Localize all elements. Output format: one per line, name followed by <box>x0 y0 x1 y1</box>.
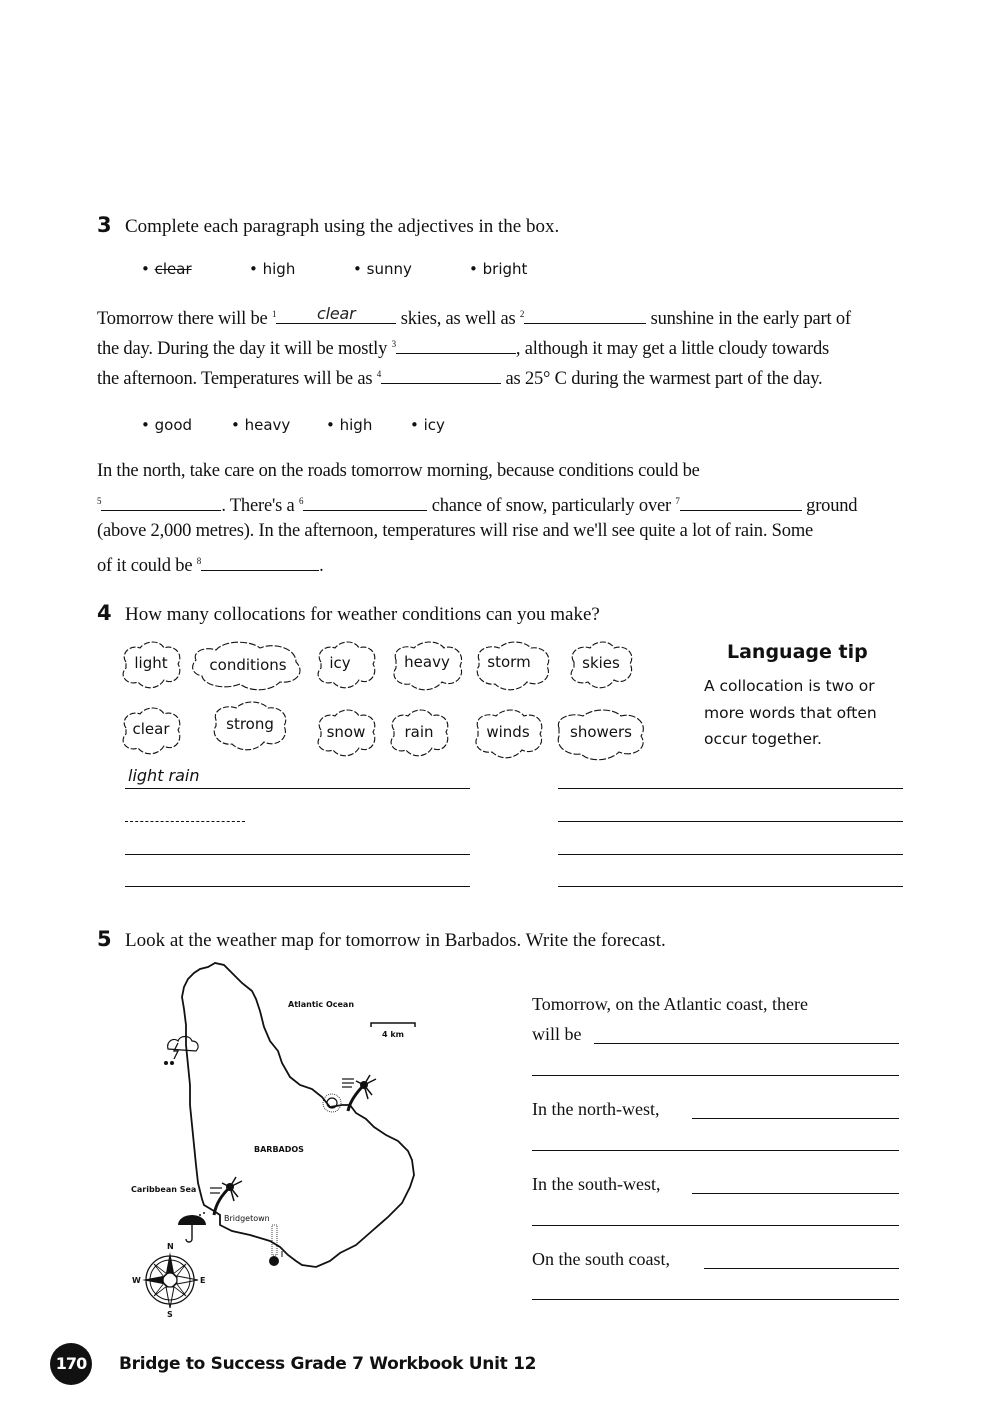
text: chance of snow, particularly over <box>427 496 676 516</box>
word-icy: icy <box>423 416 445 434</box>
cloud-label: showers <box>570 723 632 741</box>
text: as 25° C during the warmest part of the day. <box>501 369 823 389</box>
word-cloud-snow[interactable] <box>313 708 379 758</box>
word-item: • clear <box>141 260 192 278</box>
collocation-example-answer: light rain <box>128 766 200 785</box>
page-number-badge: 170 <box>50 1343 92 1385</box>
answer-line-5[interactable] <box>125 854 470 855</box>
word-item: • sunny <box>353 260 412 278</box>
forecast-north-west-line-1[interactable] <box>692 1118 899 1119</box>
word-cloud-winds[interactable] <box>470 708 546 760</box>
answer-line-6[interactable] <box>558 854 903 855</box>
word-cloud-storm[interactable] <box>473 640 553 692</box>
gap-number: 3 <box>391 339 396 349</box>
map-label-island: BARBADOS <box>254 1145 304 1154</box>
forecast-atlantic-line-1[interactable] <box>594 1043 899 1044</box>
map-label-bridgetown: Bridgetown <box>224 1214 270 1223</box>
prompt-atlantic-line1: Tomorrow, on the Atlantic coast, there <box>532 994 808 1014</box>
map-label-caribbean: Caribbean Sea <box>131 1185 197 1194</box>
word-high: high <box>262 260 296 278</box>
tip-line: more words that often <box>704 703 877 722</box>
answer-line-4[interactable] <box>558 821 903 822</box>
word-cloud-skies[interactable] <box>566 640 636 690</box>
forecast-north-west-line-2[interactable] <box>532 1150 899 1151</box>
forecast-atlantic-line-2[interactable] <box>532 1075 899 1076</box>
text: sunshine in the early part of <box>646 309 851 329</box>
gap-number: 6 <box>298 496 304 506</box>
cloud-label: skies <box>582 654 620 672</box>
text: . <box>319 556 324 576</box>
word-box-2 <box>0 416 992 436</box>
word-cloud-clear[interactable] <box>118 706 184 756</box>
word-sunny: sunny <box>366 260 412 278</box>
gap-1-input[interactable] <box>276 304 396 324</box>
word-item: • high <box>326 416 373 434</box>
answer-line-1[interactable] <box>125 788 470 789</box>
word-item: • heavy <box>231 416 291 434</box>
gap-6-input[interactable] <box>303 494 427 511</box>
forecast-south-coast-line-1[interactable] <box>704 1268 899 1269</box>
word-bright: bright <box>482 260 528 278</box>
paragraph-1 <box>97 299 947 391</box>
text: the day. During the day it will be mostly <box>97 339 392 359</box>
cloud-label: heavy <box>404 653 450 671</box>
tip-line: occur together. <box>704 730 822 748</box>
island-outline-icon <box>120 955 430 1325</box>
prompt-atlantic-line2: will be <box>532 1024 582 1044</box>
tip-line: A collocation is two or <box>704 677 875 695</box>
text: of it could be <box>97 556 197 576</box>
gap-5-input[interactable] <box>101 494 221 511</box>
exercise-4-title: How many collocations for weather conditions can you make? <box>125 604 600 625</box>
gap-number: 8 <box>196 556 202 566</box>
cloud-label: snow <box>326 723 366 741</box>
gap-number: 2 <box>519 309 525 319</box>
text: . There's a <box>221 496 299 516</box>
map-scale-label: 4 km <box>382 1030 405 1039</box>
exercise-3-number: 3 <box>97 213 112 237</box>
text: ground <box>801 496 858 516</box>
text: Tomorrow there will be <box>97 309 272 329</box>
prompt-south-west: In the south-west, <box>532 1174 661 1194</box>
language-tip-title: Language tip <box>727 641 868 663</box>
exercise-5-number: 5 <box>97 927 112 951</box>
cloud-label: light <box>134 654 168 672</box>
gap-number: 7 <box>675 496 680 506</box>
cloud-label: winds <box>486 723 530 741</box>
cloud-label: clear <box>132 720 170 738</box>
word-good: good <box>154 416 193 434</box>
cloud-label: rain <box>404 723 434 741</box>
word-item: • high <box>249 260 296 278</box>
footer-book-title: Bridge to Success Grade 7 Workbook Unit 12 <box>119 1354 537 1374</box>
word-item: • icy <box>410 416 445 434</box>
forecast-south-west-line-2[interactable] <box>532 1225 899 1226</box>
answer-line-7[interactable] <box>125 886 470 887</box>
compass-e: E <box>200 1276 206 1285</box>
cloud-label: storm <box>487 653 531 671</box>
forecast-south-west-line-1[interactable] <box>692 1193 899 1194</box>
gap-4-input[interactable] <box>381 367 501 384</box>
prompt-north-west: In the north-west, <box>532 1099 660 1119</box>
word-box-1 <box>0 260 992 280</box>
language-tip-body <box>704 673 877 753</box>
cloud-label: strong <box>226 715 274 733</box>
exercise-3-title: Complete each paragraph using the adjectives in the box. <box>125 216 560 237</box>
text: , although it may get a little cloudy towards <box>515 339 830 359</box>
compass-s: S <box>167 1310 173 1319</box>
exercise-4-number: 4 <box>97 601 112 625</box>
gap-1-answer: clear <box>317 304 356 323</box>
word-cloud-icy[interactable] <box>313 640 379 690</box>
word-cloud-light[interactable] <box>118 640 184 690</box>
gap-number: 5 <box>97 496 102 506</box>
text: In the north, take care on the roads tomorrow morning, because conditions could be <box>97 461 700 481</box>
gap-8-input[interactable] <box>201 554 319 571</box>
gap-3-input[interactable] <box>396 337 516 354</box>
gap-2-input[interactable] <box>524 307 646 324</box>
word-cloud-rain[interactable] <box>386 708 452 758</box>
compass-n: N <box>167 1242 174 1251</box>
exercise-5-title: Look at the weather map for tomorrow in Barbados. Write the forecast. <box>125 930 666 951</box>
compass-w: W <box>132 1276 141 1285</box>
paragraph-2 <box>97 456 947 578</box>
gap-number: 1 <box>271 309 277 319</box>
word-cloud-showers[interactable] <box>553 708 649 762</box>
word-heavy: heavy <box>244 416 291 434</box>
forecast-south-coast-line-2[interactable] <box>532 1299 899 1300</box>
text: skies, as well as <box>396 309 520 329</box>
word-cloud-conditions[interactable] <box>190 640 306 692</box>
word-cloud-heavy[interactable] <box>388 640 466 692</box>
answer-line-2[interactable] <box>558 788 903 789</box>
word-item: • bright <box>469 260 528 278</box>
gap-7-input[interactable] <box>680 494 802 511</box>
word-cloud-strong[interactable] <box>210 700 290 752</box>
map-label-atlantic: Atlantic Ocean <box>288 1000 355 1009</box>
text: the afternoon. Temperatures will be as <box>97 369 377 389</box>
cloud-label: icy <box>329 654 351 672</box>
prompt-south-coast: On the south coast, <box>532 1249 670 1269</box>
word-item: • good <box>141 416 193 434</box>
cloud-label: conditions <box>209 656 287 674</box>
answer-line-3[interactable] <box>125 821 245 822</box>
text: (above 2,000 metres). In the afternoon, temperatures will rise and we'll see quite a lot of rain. Some <box>97 521 814 541</box>
answer-line-8[interactable] <box>558 886 903 887</box>
gap-number: 4 <box>376 369 382 379</box>
barbados-weather-map <box>120 955 430 1325</box>
word-clear-crossed: clear <box>154 260 192 278</box>
word-high: high <box>339 416 373 434</box>
